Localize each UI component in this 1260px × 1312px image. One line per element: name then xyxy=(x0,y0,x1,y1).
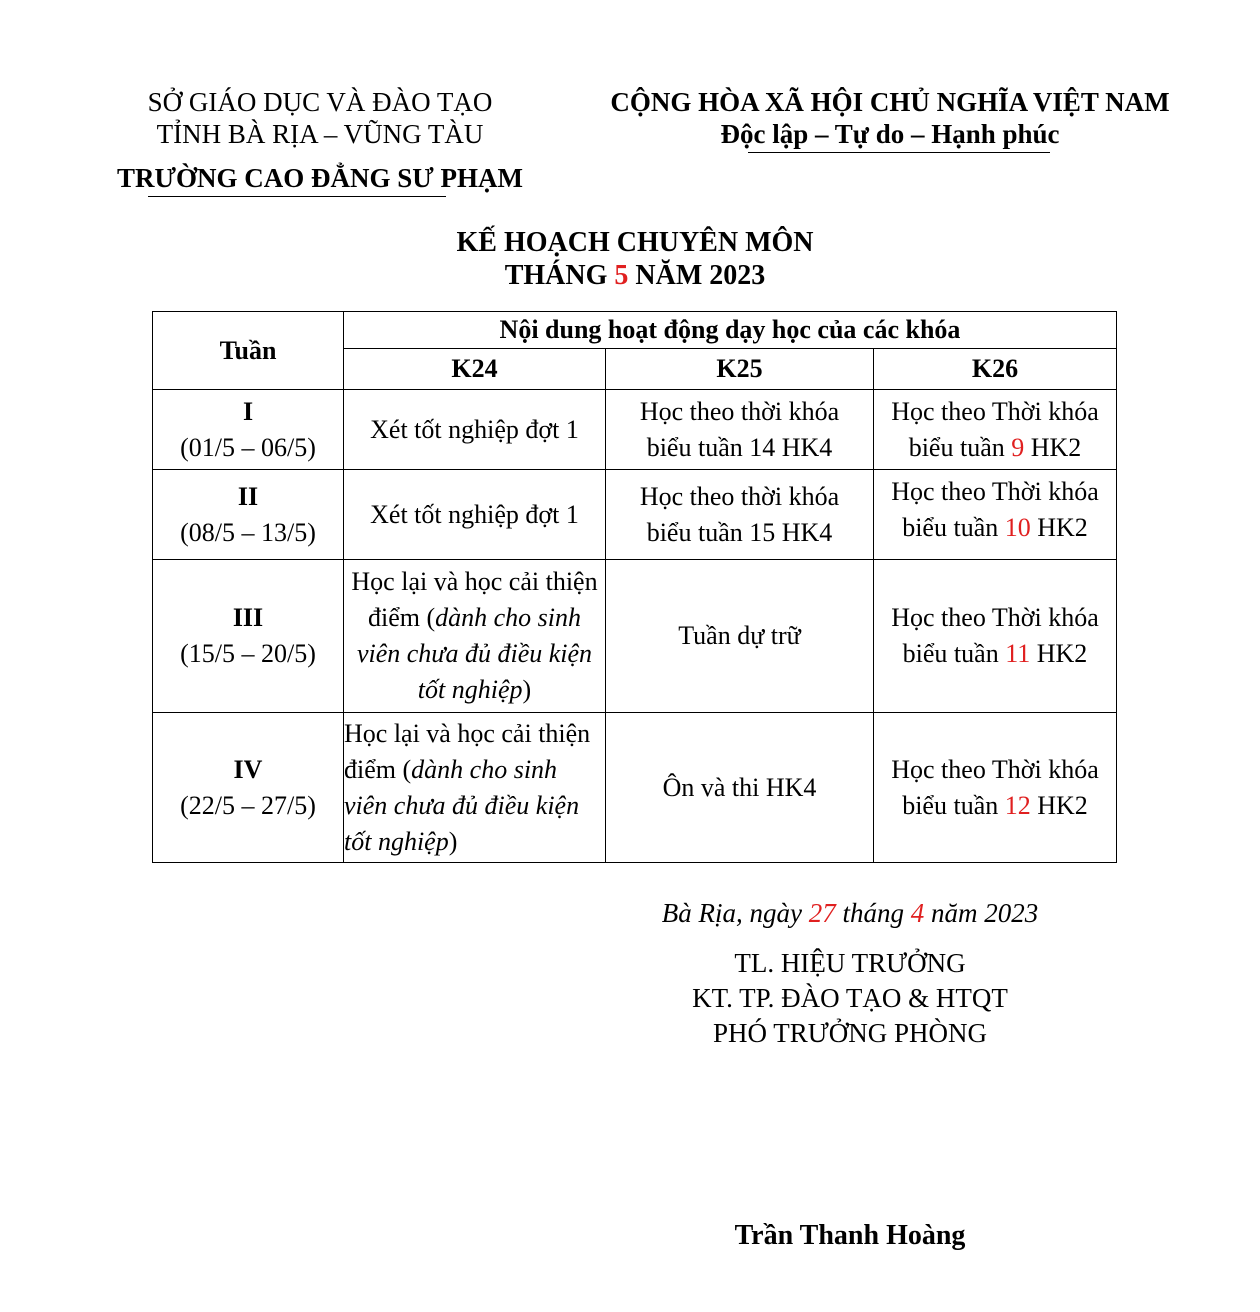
week-number: I xyxy=(242,396,254,426)
k26-line-2 xyxy=(876,510,1114,546)
k26-post: HK2 xyxy=(1024,432,1082,462)
week-dates: (01/5 – 06/5) xyxy=(180,432,316,462)
header-k26: K26 xyxy=(874,349,1117,390)
k24-cell: Xét tốt nghiệp đợt 1 xyxy=(344,390,606,470)
k26-line-1: Học theo Thời khóa xyxy=(891,396,1099,426)
k24-text-a: Học lại và học cải thiện điểm ( xyxy=(351,567,598,632)
week-dates: (08/5 – 13/5) xyxy=(180,517,316,547)
school-underline xyxy=(148,196,446,197)
week-cell xyxy=(153,560,344,713)
document-title xyxy=(130,226,1140,292)
title-month: 5 xyxy=(614,260,629,291)
week-number: III xyxy=(232,603,264,632)
plan-table xyxy=(152,311,1117,863)
title-month-prefix: THÁNG xyxy=(504,260,615,291)
k24-cell xyxy=(344,560,606,713)
k26-post: HK2 xyxy=(1030,790,1088,820)
title-month-suffix: NĂM 2023 xyxy=(628,260,766,291)
signer-name: Trần Thanh Hoàng xyxy=(734,1220,966,1251)
k26-pre: biểu tuần xyxy=(902,513,1005,542)
signature-line-1: TL. HIỆU TRƯỞNG xyxy=(734,948,966,978)
k26-week-number: 10 xyxy=(1004,513,1031,542)
header-agency xyxy=(100,86,540,150)
k24-text-italic: dành cho sinh viên chưa đủ điều kiện tốt nghiệp xyxy=(356,603,593,704)
k26-post: HK2 xyxy=(1030,639,1088,668)
school-name: TRƯỜNG CAO ĐẲNG SƯ PHẠM xyxy=(117,163,523,193)
national-motto: Độc lập – Tự do – Hạnh phúc xyxy=(720,119,1060,149)
k26-pre: biểu tuần xyxy=(908,432,1012,462)
header-k24: K24 xyxy=(344,349,606,390)
k25-cell: Tuần dự trữ xyxy=(606,560,874,713)
week-dates: (22/5 – 27/5) xyxy=(180,790,316,820)
date-pre: Bà Rịa, ngày xyxy=(661,898,809,928)
k26-week-number: 9 xyxy=(1011,432,1025,462)
k26-cell xyxy=(874,390,1117,470)
k24-text-italic: dành cho sinh viên chưa đủ điều kiện tốt nghiệp xyxy=(344,754,580,856)
k25-line-1: Học theo thời khóa xyxy=(639,396,840,426)
k26-line-1: Học theo Thời khóa xyxy=(891,477,1099,506)
date-day: 27 xyxy=(808,898,836,928)
signature-line-3: PHÓ TRƯỞNG PHÒNG xyxy=(713,1018,987,1048)
k26-week-number: 11 xyxy=(1005,639,1031,668)
motto-underline xyxy=(748,152,1050,153)
header-national xyxy=(590,86,1190,150)
k24-text-b: ) xyxy=(522,675,532,704)
agency-line-2: TỈNH BÀ RỊA – VŨNG TÀU xyxy=(156,119,484,149)
date-month: 4 xyxy=(910,898,925,928)
agency-line-1: SỞ GIÁO DỤC VÀ ĐÀO TẠO xyxy=(147,87,493,117)
week-number: II xyxy=(237,481,259,511)
title-line-1: KẾ HOẠCH CHUYÊN MÔN xyxy=(456,227,814,258)
k24-text-b: ) xyxy=(448,826,458,856)
week-cell xyxy=(153,470,344,560)
k25-line-2: biểu tuần 14 HK4 xyxy=(646,432,833,462)
k26-pre: biểu tuần xyxy=(902,790,1005,820)
k25-cell xyxy=(606,470,874,560)
k25-line-1: Học theo thời khóa xyxy=(639,481,840,511)
header-k25: K25 xyxy=(606,349,874,390)
table-row xyxy=(153,713,1117,863)
k26-line-1: Học theo Thời khóa xyxy=(891,603,1099,632)
header-week: Tuần xyxy=(153,312,344,390)
k25-cell xyxy=(606,390,874,470)
week-cell xyxy=(153,713,344,863)
national-title: CỘNG HÒA XÃ HỘI CHỦ NGHĨA VIỆT NAM xyxy=(610,87,1170,117)
week-dates: (15/5 – 20/5) xyxy=(180,639,316,668)
k25-line-2: biểu tuần 15 HK4 xyxy=(646,517,833,547)
k26-pre: biểu tuần xyxy=(902,639,1006,668)
k26-line-2 xyxy=(876,788,1114,824)
k26-line-2 xyxy=(876,430,1114,466)
k26-line-1: Học theo Thời khóa xyxy=(891,754,1099,784)
table-row xyxy=(153,390,1117,470)
k26-post: HK2 xyxy=(1030,513,1088,542)
table-header-row-1 xyxy=(153,312,1117,349)
header-group: Nội dung hoạt động dạy học của các khóa xyxy=(344,312,1117,349)
k26-cell xyxy=(874,713,1117,863)
signature-block xyxy=(600,946,1100,1051)
table-row xyxy=(153,560,1117,713)
date-mid: tháng xyxy=(835,898,911,928)
k26-cell xyxy=(874,560,1117,713)
title-line-2 xyxy=(130,259,1140,292)
k25-cell: Ôn và thi HK4 xyxy=(606,713,874,863)
k24-cell xyxy=(344,713,606,863)
date-post: năm 2023 xyxy=(924,898,1039,928)
k26-week-number: 12 xyxy=(1004,790,1031,820)
signature-date xyxy=(610,896,1090,930)
table-row xyxy=(153,470,1117,560)
k24-text-a: Học lại và học cải thiện điểm ( xyxy=(344,718,591,784)
k24-cell: Xét tốt nghiệp đợt 1 xyxy=(344,470,606,560)
week-cell xyxy=(153,390,344,470)
week-number: IV xyxy=(233,754,263,784)
k26-cell xyxy=(874,470,1117,560)
signature-line-2: KT. TP. ĐÀO TẠO & HTQT xyxy=(692,983,1008,1013)
k26-line-2 xyxy=(876,636,1114,672)
